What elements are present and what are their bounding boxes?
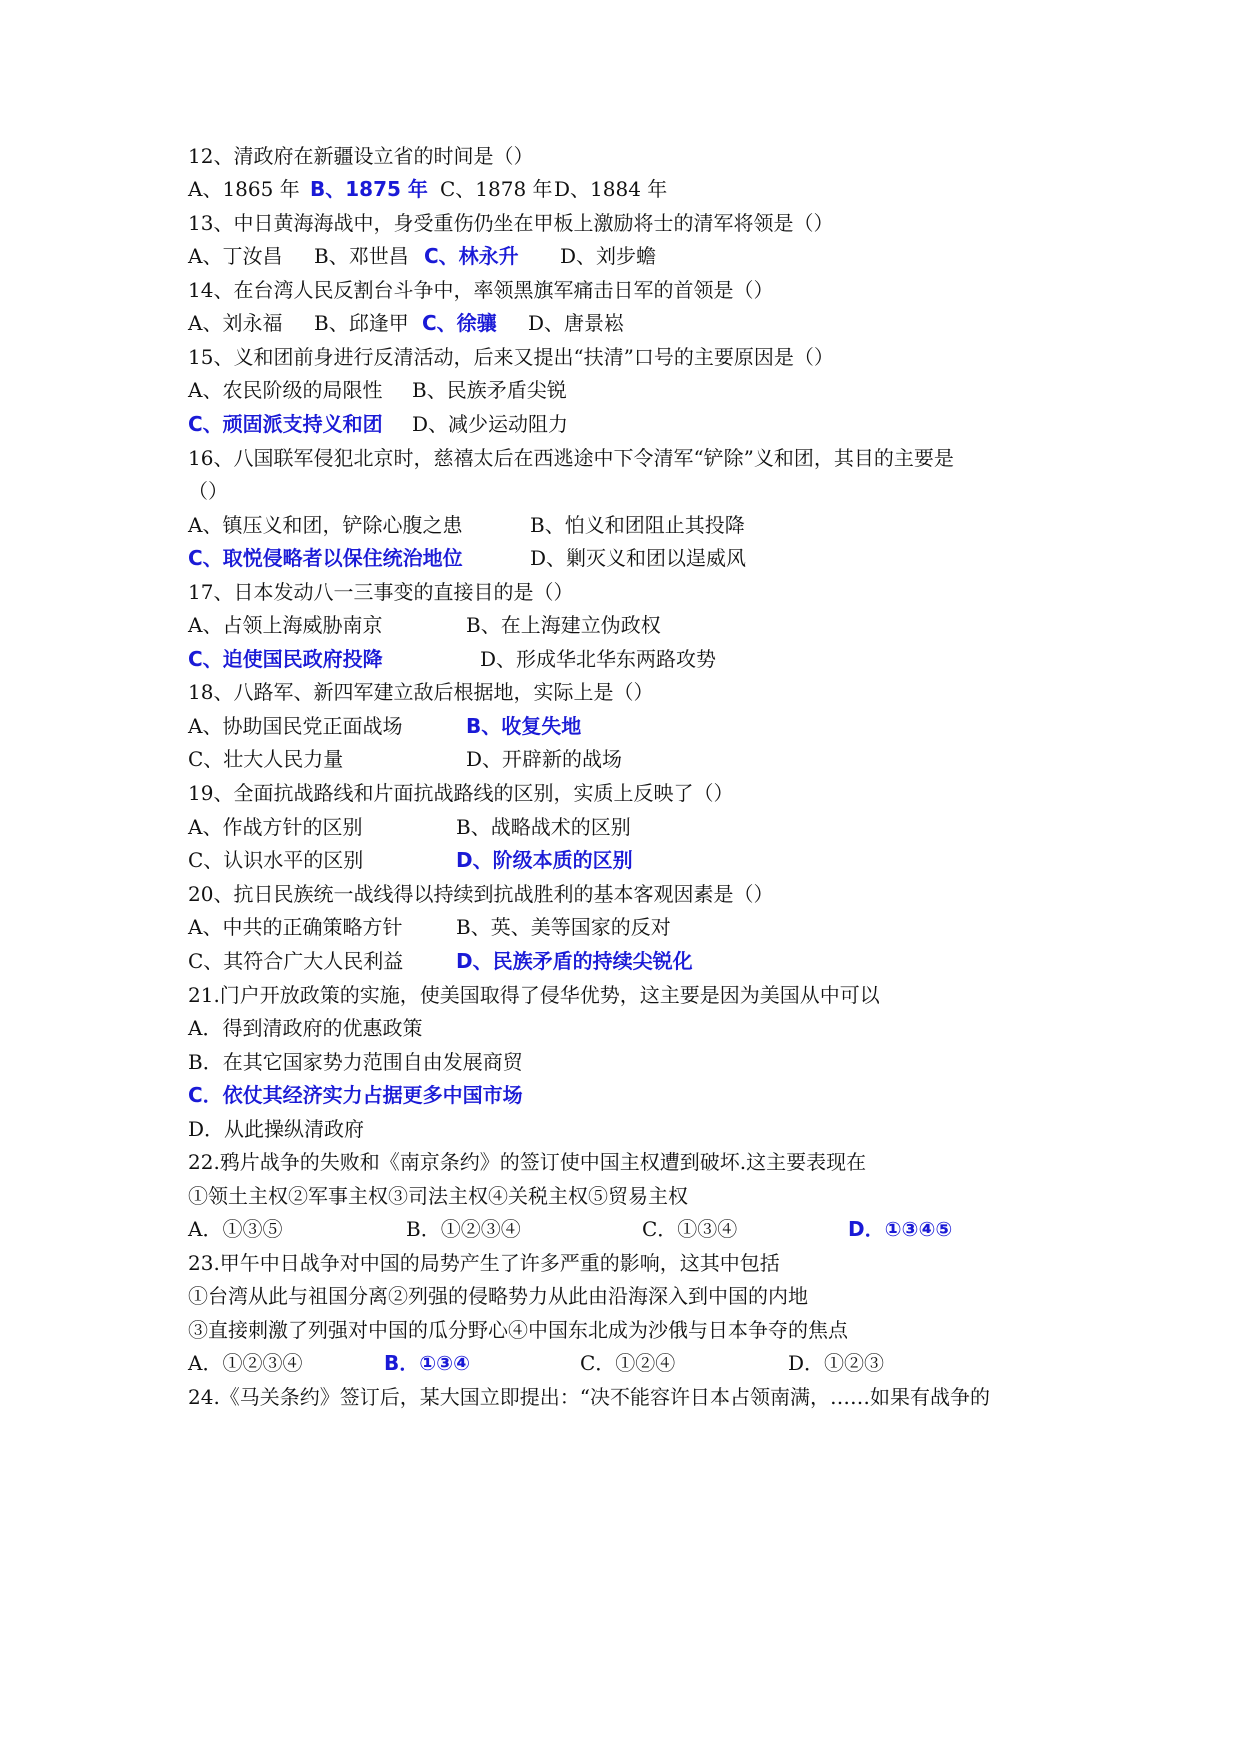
- option-b: B、怕义和团阻止其投降: [530, 513, 745, 537]
- option-b-answer: B、收复失地: [466, 714, 582, 738]
- question-12-stem: 12、清政府在新疆设立省的时间是（）: [188, 144, 534, 168]
- question-19-stem: 19、全面抗战路线和片面抗战路线的区别，实质上反映了（）: [188, 781, 734, 805]
- option-b: B、英、美等国家的反对: [456, 915, 671, 939]
- option-c: C、其符合广大人民利益: [188, 949, 404, 973]
- option-d-answer: D．①③④⑤: [848, 1217, 953, 1241]
- option-b: B．在其它国家势力范围自由发展商贸: [188, 1050, 523, 1074]
- option-a: A、协助国民党正面战场: [188, 714, 403, 738]
- option-d: D．①②③: [788, 1351, 885, 1375]
- option-a: A、农民阶级的局限性: [188, 378, 383, 402]
- question-16-stem: 16、八国联军侵犯北京时，慈禧太后在西逃途中下令清军“铲除”义和团，其目的主要是: [188, 446, 954, 470]
- question-18-stem: 18、八路军、新四军建立敌后根据地，实际上是（）: [188, 680, 654, 704]
- option-b: B、邓世昌: [314, 244, 409, 268]
- option-a: A．①②③④: [188, 1351, 303, 1375]
- question-14-stem: 14、在台湾人民反割台斗争中，率领黑旗军痛击日军的首领是（）: [188, 278, 774, 302]
- option-c-answer: C、顽固派支持义和团: [188, 412, 383, 436]
- option-b: B、邱逢甲: [314, 311, 409, 335]
- option-a: A、1865 年: [188, 177, 300, 201]
- question-23-stem: 23.甲午中日战争对中国的局势产生了许多严重的影响，这其中包括: [188, 1251, 780, 1275]
- option-d: D、刘步蟾: [560, 244, 657, 268]
- option-b: B．①②③④: [406, 1217, 521, 1241]
- option-c-answer: C．依仗其经济实力占据更多中国市场: [188, 1083, 523, 1107]
- question-15-stem: 15、义和团前身进行反清活动，后来又提出“扶清”口号的主要原因是（）: [188, 345, 834, 369]
- question-23-items-cont: ③直接刺激了列强对中国的瓜分野心④中国东北成为沙俄与日本争夺的焦点: [188, 1318, 848, 1342]
- option-c: C、1878 年: [440, 177, 553, 201]
- option-d: D、唐景崧: [528, 311, 625, 335]
- option-d: D、开辟新的战场: [466, 747, 623, 771]
- option-a: A、占领上海威胁南京: [188, 613, 383, 637]
- option-a: A、丁汝昌: [188, 244, 283, 268]
- option-c-answer: C、徐骧: [422, 311, 497, 335]
- option-c-answer: C、迫使国民政府投降: [188, 647, 383, 671]
- option-d-answer: D、民族矛盾的持续尖锐化: [456, 949, 693, 973]
- question-23-items: ①台湾从此与祖国分离②列强的侵略势力从此由沿海深入到中国的内地: [188, 1284, 808, 1308]
- option-c: C、认识水平的区别: [188, 848, 364, 872]
- option-d: D、剿灭义和团以逞威风: [530, 546, 747, 570]
- option-b-answer: B．①③④: [384, 1351, 471, 1375]
- option-c: C．①③④: [642, 1217, 738, 1241]
- option-a: A．①③⑤: [188, 1217, 283, 1241]
- option-a: A、中共的正确策略方针: [188, 915, 403, 939]
- option-d: D、形成华北华东两路攻势: [480, 647, 717, 671]
- question-22-items: ①领土主权②军事主权③司法主权④关税主权⑤贸易主权: [188, 1184, 688, 1208]
- option-d-answer: D、阶级本质的区别: [456, 848, 633, 872]
- option-a: A、镇压义和团，铲除心腹之患: [188, 513, 463, 537]
- question-17-stem: 17、日本发动八一三事变的直接目的是（）: [188, 580, 574, 604]
- option-c: C．①②④: [580, 1351, 676, 1375]
- question-20-stem: 20、抗日民族统一战线得以持续到抗战胜利的基本客观因素是（）: [188, 882, 774, 906]
- question-22-stem: 22.鸦片战争的失败和《南京条约》的签订使中国主权遭到破坏.这主要表现在: [188, 1150, 867, 1174]
- option-c-answer: C、林永升: [424, 244, 519, 268]
- option-d: D．从此操纵清政府: [188, 1117, 365, 1141]
- question-21-stem: 21.门户开放政策的实施，使美国取得了侵华优势，这主要是因为美国从中可以: [188, 983, 880, 1007]
- option-a: A．得到清政府的优惠政策: [188, 1016, 423, 1040]
- option-d: D、减少运动阻力: [412, 412, 569, 436]
- question-24-stem: 24.《马关条约》签订后，某大国立即提出：“决不能容许日本占领南满，……如果有战争的: [188, 1385, 991, 1409]
- option-b: B、战略战术的区别: [456, 815, 631, 839]
- question-16-stem-cont: （）: [188, 479, 228, 503]
- option-b: B、民族矛盾尖锐: [412, 378, 567, 402]
- option-a: A、作战方针的区别: [188, 815, 363, 839]
- option-b: B、在上海建立伪政权: [466, 613, 661, 637]
- option-b-answer: B、1875 年: [310, 177, 428, 201]
- option-c-answer: C、取悦侵略者以保住统治地位: [188, 546, 463, 570]
- option-d: D、1884 年: [554, 177, 668, 201]
- option-c: C、壮大人民力量: [188, 747, 344, 771]
- option-a: A、刘永福: [188, 311, 283, 335]
- question-13-stem: 13、中日黄海海战中，身受重伤仍坐在甲板上激励将士的清军将领是（）: [188, 211, 834, 235]
